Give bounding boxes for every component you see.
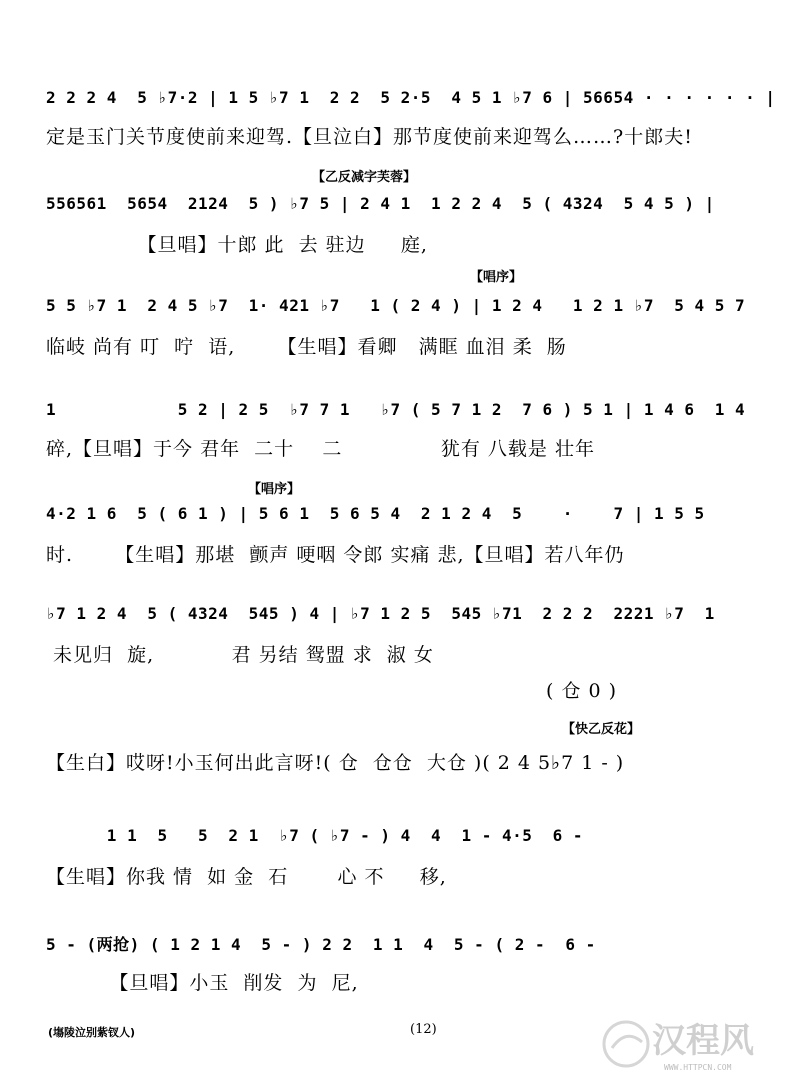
section-tag: 【唱序】 [470,270,523,285]
notation-row: 4·2 1 6 5 ( 6 1 ) | 5 6 1 5 6 5 4 2 1 2 4 5 · 7 | 1 5 5 [46,504,705,523]
lyric-row: 时. 【生唱】那堪 颤声 哽咽 令郎 实痛 悲,【旦唱】若八年仍 [46,544,625,566]
notation-row: 5 - (两抢) ( 1 2 1 4 5 - ) 2 2 1 1 4 5 - ( 2 - 6 - [46,935,596,954]
lyric-row: 碎,【旦唱】于今 君年 二十 二 犹有 八载是 壮年 [46,438,595,460]
lyric-row: 临岐 尚有 叮 咛 语, 【生唱】看卿 满眶 血泪 柔 肠 [46,336,567,358]
notation-row: 556561 5654 2124 5 ) ♭7 5 | 2 4 1 1 2 2 4 5 ( 4324 5 4 5 ) | [46,194,715,213]
page-number: (12) [410,1022,437,1037]
notation-row: 1 1 5 5 2 1 ♭7 ( ♭7 - ) 4 4 1 - 4·5 6 - [46,826,584,845]
watermark-logo [598,1008,778,1078]
lyric-row: 未见归 旋, 君 另结 鸳盟 求 淑 女 [46,644,434,666]
watermark-url: WWW.HTTPCN.COM [664,1063,732,1072]
section-tag: 【快乙反花】 [562,722,641,737]
notation-row: 5 5 ♭7 1 2 4 5 ♭7 1· 421 ♭7 1 ( 2 4 ) | 1 2 4 1 2 1 ♭7 5 4 5 7 [46,296,746,315]
watermark-text: 汉程风 [652,1021,754,1061]
lyric-row: 定是玉门关节度使前来迎驾.【旦泣白】那节度使前来迎驾么……?十郎夫! [46,126,693,148]
lyric-row: 【生白】哎呀!小玉何出此言呀!( 仓 仓仓 大仓 )( 2 4 5♭7 1 - ) [46,752,625,774]
section-tag: 【乙反减字芙蓉】 [312,170,417,185]
notation-row: 2 2 2 4 5 ♭7·2 | 1 5 ♭7 1 2 2 5 2·5 4 5 1 ♭7 6 | 56654 · · · · · · | [46,88,776,107]
lyric-row: 【旦唱】十郎 此 去 驻边 庭, [46,234,428,256]
lyric-row: 【旦唱】小玉 削发 为 尼, [46,972,359,994]
notation-row: ♭7 1 2 4 5 ( 4324 545 ) 4 | ♭7 1 2 5 545 ♭71 2 2 2 2221 ♭7 1 [46,604,715,623]
lyric-row: 【生唱】你我 情 如 金 石 心 不 移, [46,866,447,888]
footer-title: (塲陵泣别紫钗人) [48,1026,136,1039]
section-tag: 【唱序】 [248,482,301,497]
notation-row: 1 5 2 | 2 5 ♭7 7 1 ♭7 ( 5 7 1 2 7 6 ) 5 1 | 1 4 6 1 4 [46,400,746,419]
percussion-sub: ( 仓 0 ) [546,680,618,702]
